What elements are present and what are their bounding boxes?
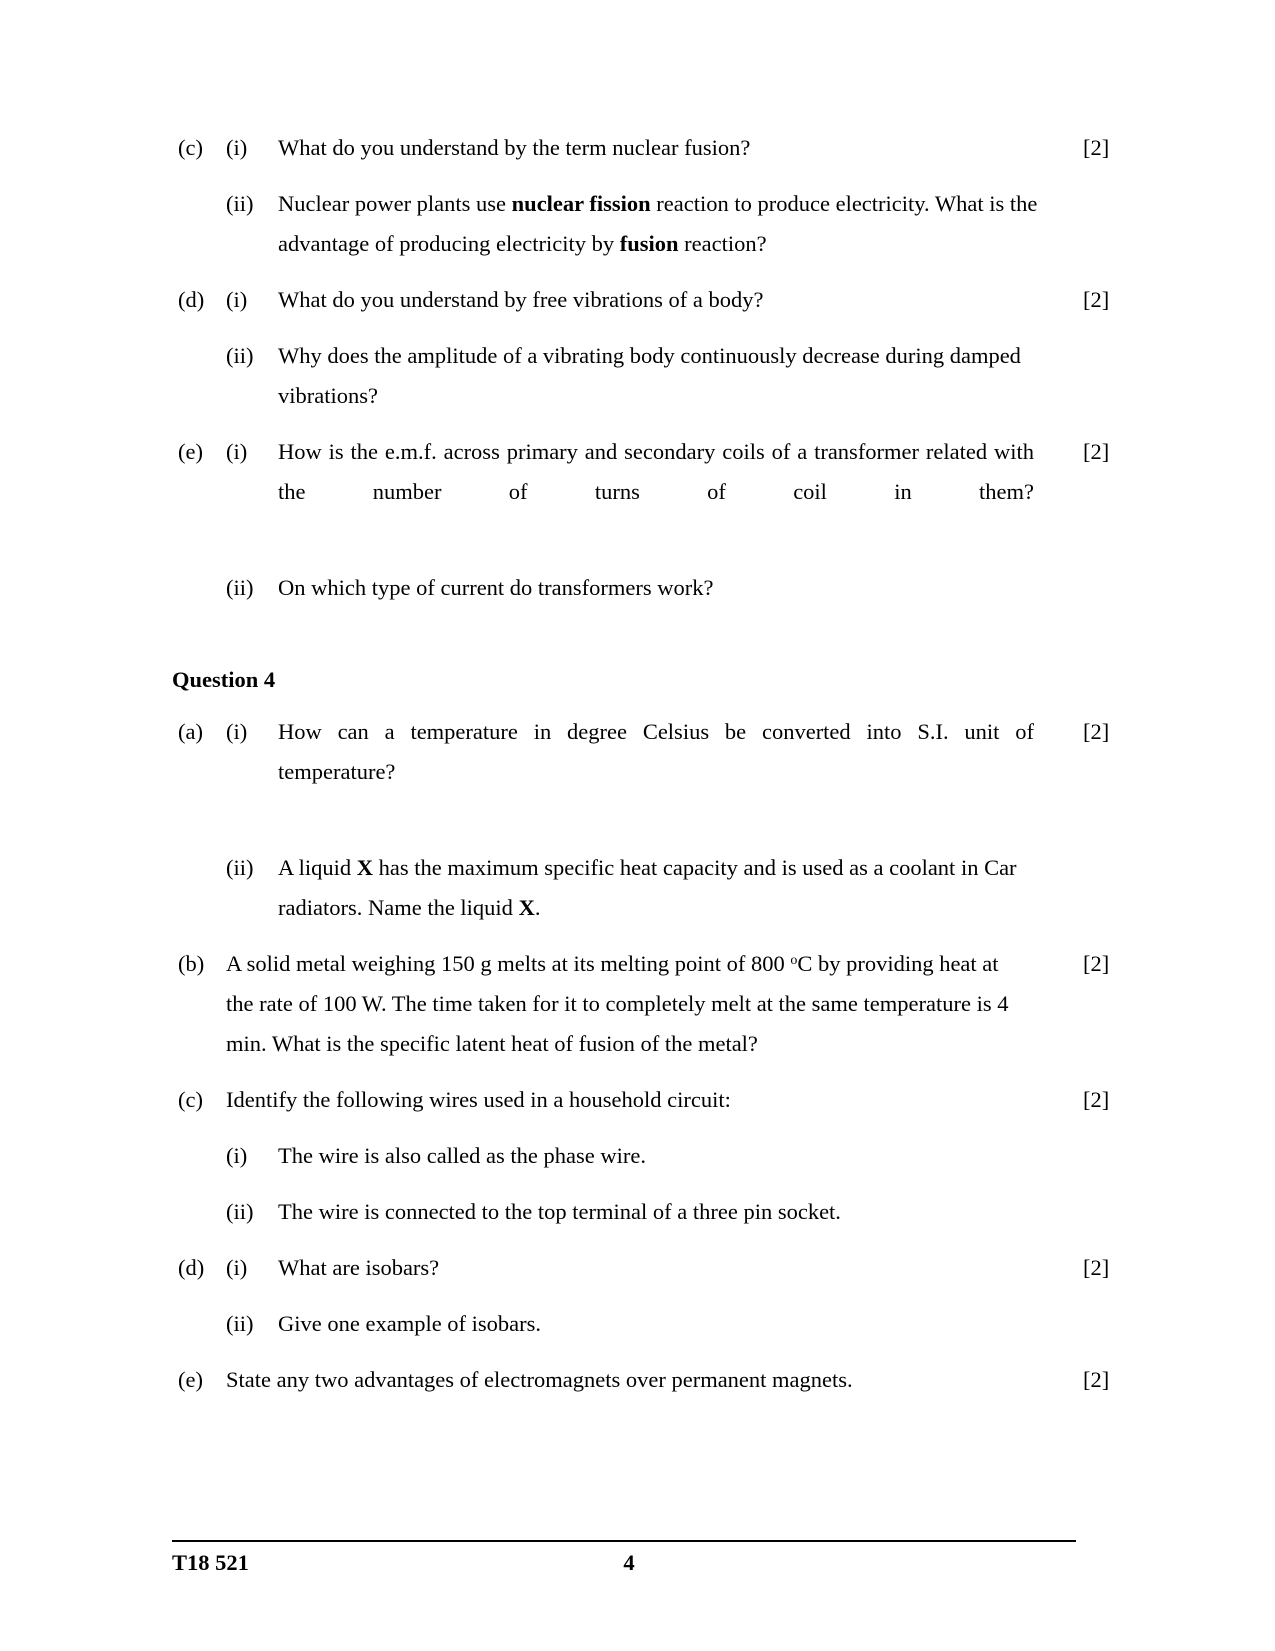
item-label-roman: (i) xyxy=(226,1143,248,1168)
item-text-segment: reaction to produce electricity. What is the advantage of producing electricity by xyxy=(278,191,1038,256)
item-label-roman: (i) xyxy=(226,719,248,744)
question-item-c-i xyxy=(178,128,1118,168)
item-label-alpha: (e) xyxy=(178,439,203,464)
question-item-d-sub-ii xyxy=(178,1304,1118,1344)
question-4-heading: Question 4 xyxy=(172,667,276,692)
item-label-roman: (ii) xyxy=(226,1311,254,1336)
footer-row xyxy=(172,1546,1076,1580)
question-item-b xyxy=(178,944,1118,1064)
item-text-bold-x: X xyxy=(356,855,374,880)
page-content xyxy=(172,128,1118,1404)
question-item-d-sub-i xyxy=(178,1248,1118,1288)
item-text: The wire is also called as the phase wire. xyxy=(278,1143,646,1168)
item-marks: [2] xyxy=(1083,1255,1110,1280)
item-label-roman: (ii) xyxy=(226,343,254,368)
item-text: How can a temperature in degree Celsius be converted into S.I. unit of temperature? xyxy=(278,719,1034,784)
item-text: State any two advantages of electromagnets over permanent magnets. xyxy=(226,1367,853,1392)
item-label-alpha: (d) xyxy=(178,1255,205,1280)
item-text-bold-x2: X xyxy=(518,895,535,920)
spacer xyxy=(178,1124,1118,1136)
item-label-alpha: (d) xyxy=(178,287,205,312)
item-marks: [2] xyxy=(1083,951,1110,976)
item-label-roman: (ii) xyxy=(226,575,254,600)
spacer xyxy=(178,324,1118,336)
question-item-c-sub-i xyxy=(178,1136,1118,1176)
question-3-continued-section xyxy=(178,128,1118,608)
item-label-alpha: (a) xyxy=(178,719,203,744)
spacer xyxy=(178,932,1118,944)
item-label-roman: (ii) xyxy=(226,1199,254,1224)
spacer xyxy=(178,172,1118,184)
item-label-alpha: (b) xyxy=(178,951,205,976)
spacer xyxy=(178,1068,1118,1080)
item-marks: [2] xyxy=(1083,135,1110,160)
item-text-segment: A liquid xyxy=(278,855,357,880)
question-item-e-i xyxy=(178,432,1118,552)
footer-paper-code: T18 521 xyxy=(172,1550,249,1575)
item-text: What are isobars? xyxy=(278,1255,440,1280)
question-item-c xyxy=(178,1080,1118,1120)
item-label-roman: (ii) xyxy=(226,855,254,880)
item-text-segment: has the maximum specific heat capacity and is used as a coolant in Car radiators. Name the liquid xyxy=(278,855,1017,920)
item-text: The wire is connected to the top terminal of a three pin socket. xyxy=(278,1199,841,1224)
question-item-a-i xyxy=(178,712,1118,832)
item-text: On which type of current do transformers work? xyxy=(278,575,714,600)
item-label-roman: (i) xyxy=(226,135,248,160)
question-item-d-ii xyxy=(178,336,1118,416)
item-label-roman: (i) xyxy=(226,287,248,312)
item-text xyxy=(226,944,1016,1064)
spacer xyxy=(178,268,1118,280)
question-item-d-i xyxy=(178,280,1118,320)
question-item-e-ii xyxy=(178,568,1118,608)
item-text: What do you understand by free vibrations of a body? xyxy=(278,287,764,312)
item-text xyxy=(278,184,1068,264)
question-item-c-ii xyxy=(178,184,1118,264)
item-label-alpha: (c) xyxy=(178,135,203,160)
degree-symbol: o xyxy=(790,953,798,969)
spacer xyxy=(178,1348,1118,1360)
item-text: Why does the amplitude of a vibrating body continuously decrease during damped vibrations? xyxy=(278,343,1021,408)
spacer xyxy=(178,420,1118,432)
item-marks: [2] xyxy=(1083,1087,1110,1112)
spacer xyxy=(178,700,1118,712)
item-label-alpha: (c) xyxy=(178,1087,203,1112)
question-4-section xyxy=(172,660,1118,1400)
item-label-roman: (i) xyxy=(226,439,248,464)
spacer xyxy=(178,1180,1118,1192)
spacer xyxy=(178,612,1118,660)
item-marks: [2] xyxy=(1083,719,1110,744)
item-text-segment: C by providing heat at the rate of 100 W. The time taken for it to completely melt at the same temperature is 4 min. What is the specific latent heat of fusion of the metal? xyxy=(226,951,1009,1056)
item-text: What do you understand by the term nuclear fusion? xyxy=(278,135,751,160)
item-label-roman: (i) xyxy=(226,1255,248,1280)
footer-divider xyxy=(172,1540,1076,1542)
item-marks: [2] xyxy=(1083,1367,1110,1392)
spacer xyxy=(178,1292,1118,1304)
question-item-a-ii xyxy=(178,848,1118,928)
item-text: Identify the following wires used in a household circuit: xyxy=(226,1087,731,1112)
item-text-segment: Nuclear power plants use xyxy=(278,191,512,216)
item-text-bold-nuclear-fission: nuclear fission xyxy=(511,191,651,216)
spacer xyxy=(178,836,1118,848)
item-marks: [2] xyxy=(1083,287,1110,312)
item-text-segment: reaction? xyxy=(678,231,767,256)
item-text-segment: . xyxy=(534,895,541,920)
item-label-alpha: (e) xyxy=(178,1367,203,1392)
item-text: Give one example of isobars. xyxy=(278,1311,542,1336)
page-footer xyxy=(172,1540,1076,1580)
question-item-c-sub-ii xyxy=(178,1192,1118,1232)
spacer xyxy=(178,556,1118,568)
question-item-e xyxy=(178,1360,1118,1400)
item-label-roman: (ii) xyxy=(226,191,254,216)
footer-page-number: 4 xyxy=(623,1550,635,1575)
item-text-bold-fusion: fusion xyxy=(619,231,679,256)
item-text-segment: A solid metal weighing 150 g melts at its melting point of 800 xyxy=(226,951,791,976)
item-text: How is the e.m.f. across primary and secondary coils of a transformer related with the number of turns of coil in them? xyxy=(278,439,1034,504)
item-marks: [2] xyxy=(1083,439,1110,464)
item-text xyxy=(278,848,1068,928)
spacer xyxy=(178,1236,1118,1248)
